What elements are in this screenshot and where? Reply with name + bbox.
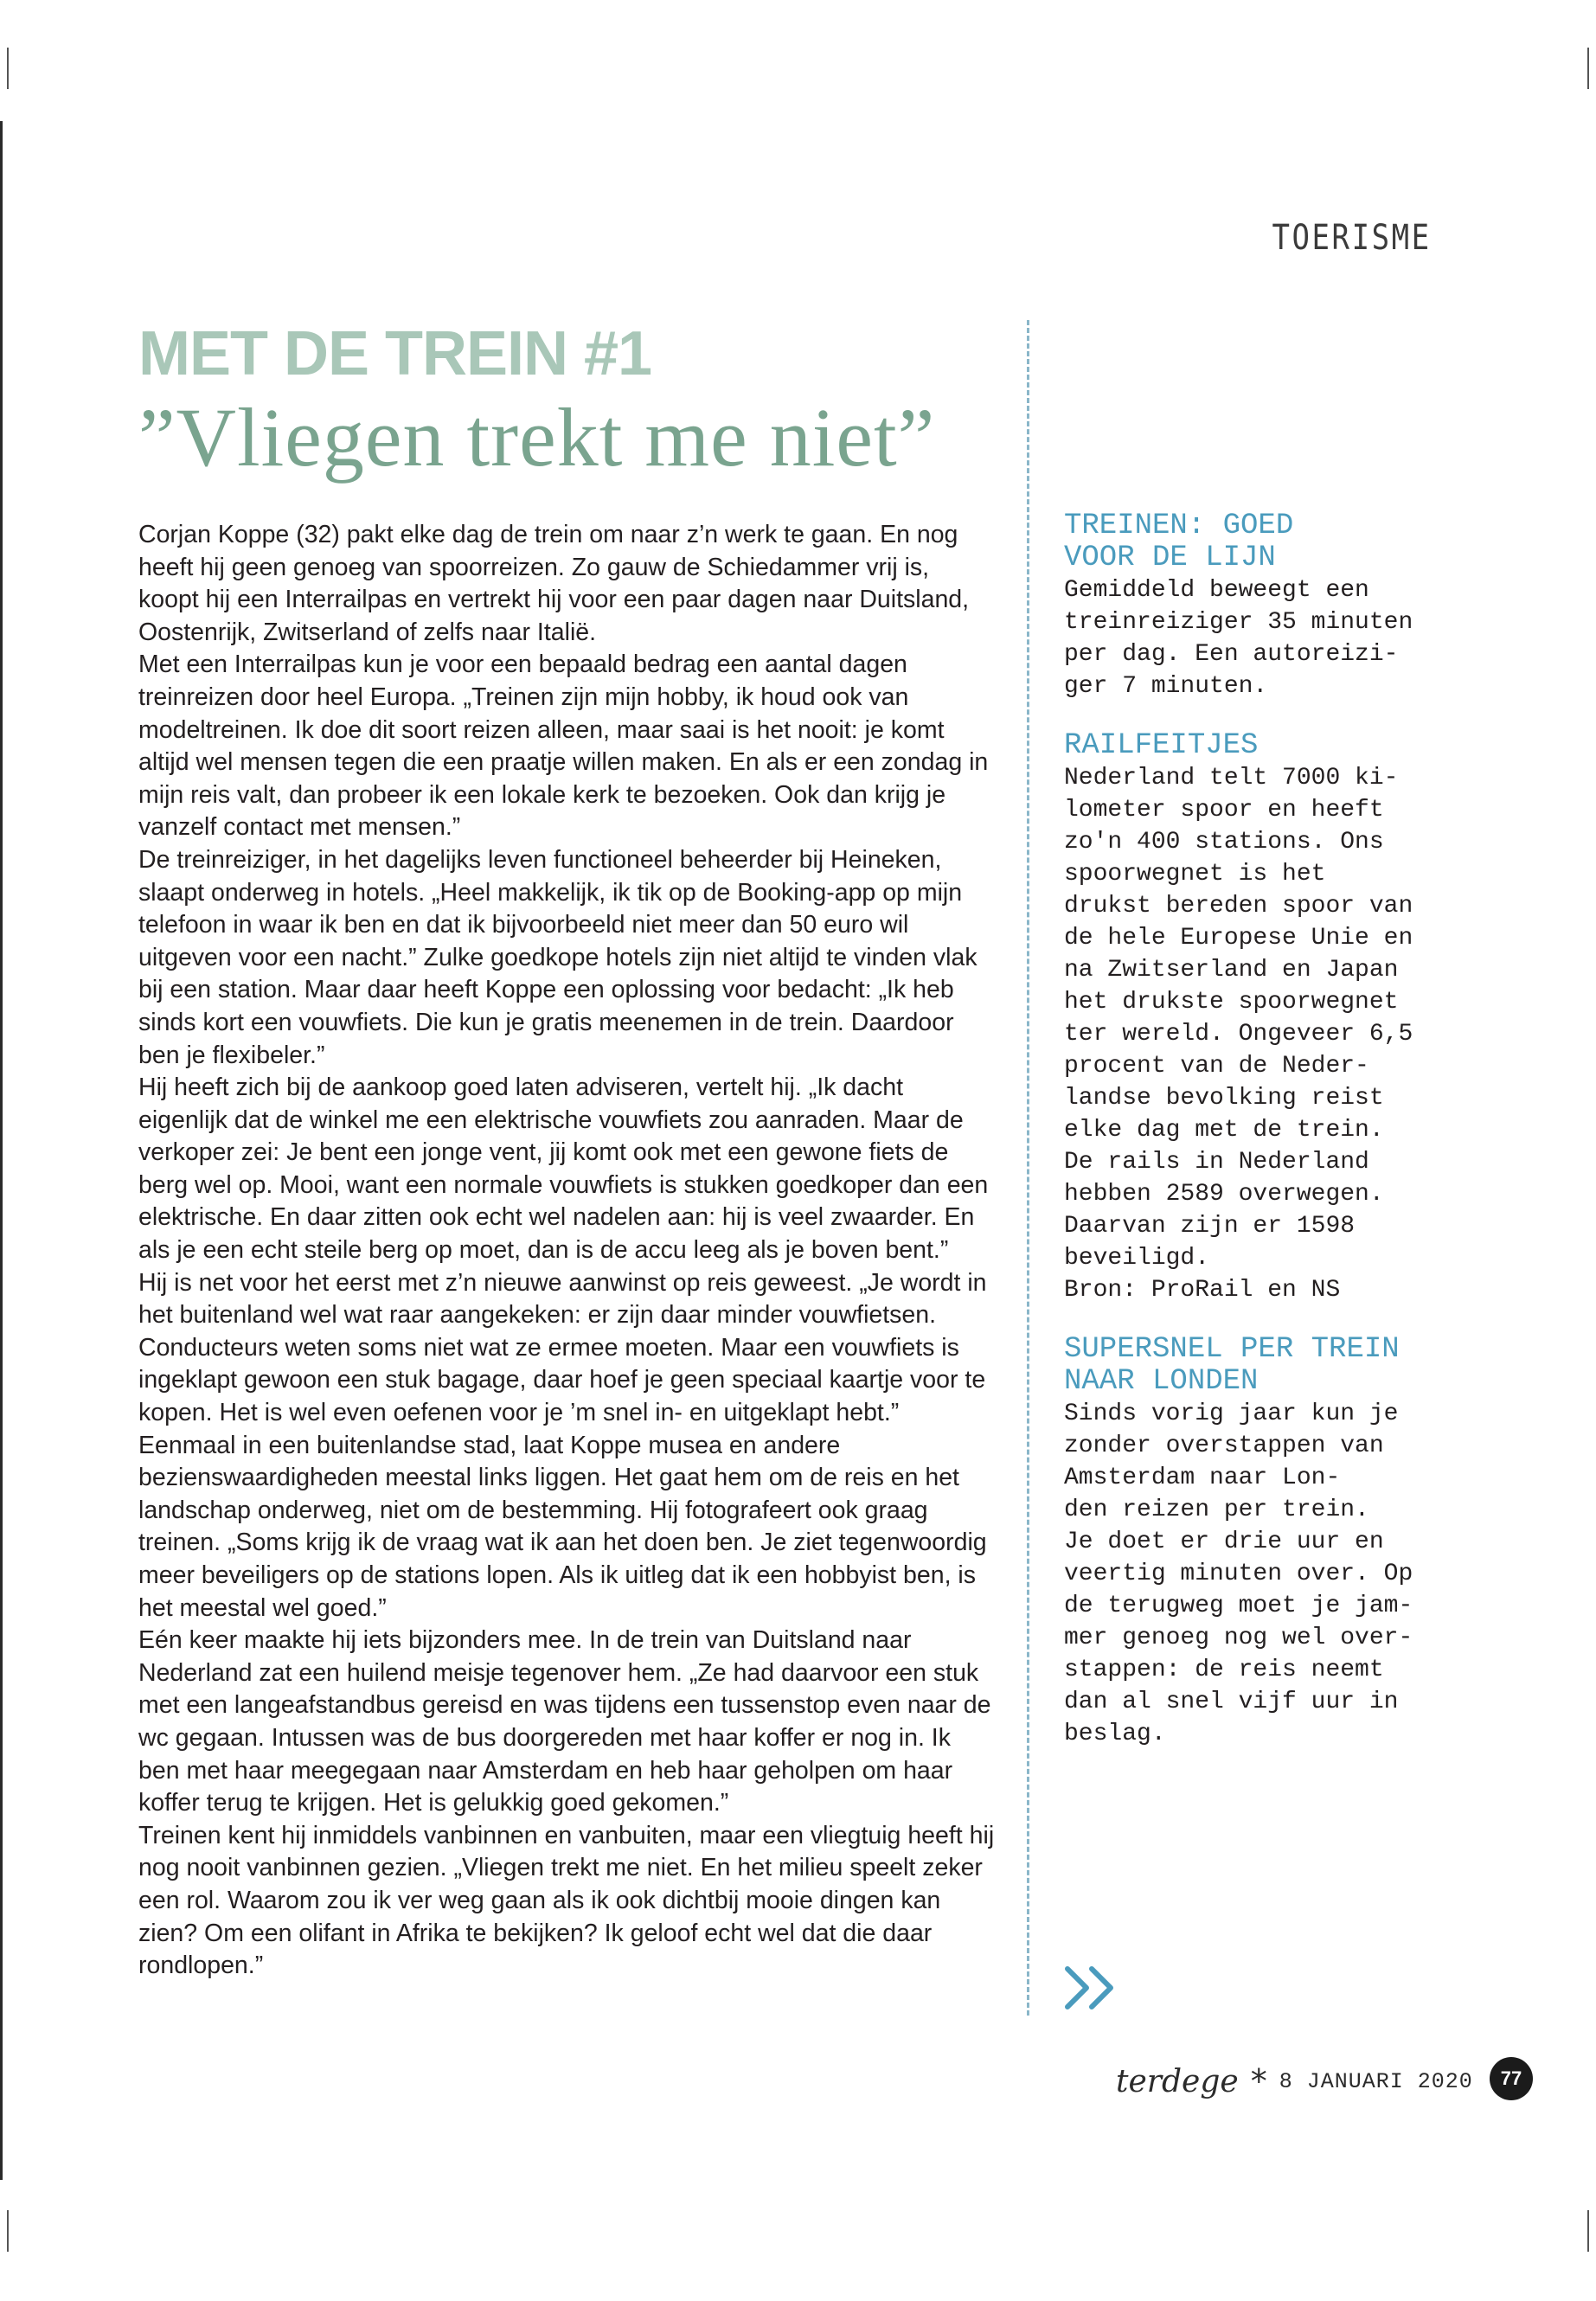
paragraph: Hij heeft zich bij de aankoop goed laten adviseren, vertelt hij. „Ik dacht eigenlijk dat de winkel me een elektrische vouwfiets zou aanraden. Maar de verkoper zei: Je bent een jonge vent, jij komt ook met een gewone fiets de berg wel op. Mooi, want een normale vouwfiets is stukken goedkoper dan een elektrische. En daar zitten ook echt wel nadelen aan: hij is veel zwaarder. En als je een echt steile berg op moet, dan is de accu leeg als je boven bent.” xyxy=(138,1074,989,1265)
sidebar-text: Gemiddeld beweegt een treinreiziger 35 minuten per dag. Een autoreizi- ger 7 minuten. xyxy=(1064,577,1413,700)
page-number: 77 xyxy=(1490,2057,1533,2100)
separator-star: * xyxy=(1250,2062,1267,2100)
sidebar-text: Nederland telt 7000 ki- lometer spoor en heeft zo'n 400 stations. Ons spoorwegnet is het drukst bereden spoor van de hele Europese Unie en na Zwitserland en Japan het drukste spoorwegnet ter wereld. Ongeveer 6,5 procent van de Neder- landse bevolking reist elke dag met de trein. De rails in Nederland hebben 2589 overwegen. Daarvan zijn er 1598 beveiligd. Bron: ProRail en NS xyxy=(1064,765,1413,1304)
sidebar-facts xyxy=(1064,510,1445,1778)
crop-mark xyxy=(7,2210,9,2252)
sidebar-heading: SUPERSNEL PER TREIN NAAR LONDEN xyxy=(1064,1333,1400,1398)
paragraph: Eén keer maakte hij iets bijzonders mee. In de trein van Duitsland naar Nederland zat een huilend meisje tegenover hem. „Ze had daarvoor een stuk met een langeafstandbus gereisd en was tijdens een tussenstop even naar de wc gegaan. Intussen was de bus doorgereden met haar koffer er nog in. Ik ben met haar meegegaan naar Amsterdam en heb haar geholpen om haar koffer terug te krijgen. Het is gelukkig goed gekomen.” xyxy=(138,1626,991,1817)
crop-mark xyxy=(1587,48,1589,89)
article-headline: ”Vliegen trekt me niet” xyxy=(138,391,936,484)
page-edge xyxy=(0,121,3,2180)
sidebar-heading: TREINEN: GOED VOOR DE LIJN xyxy=(1064,510,1294,574)
paragraph: Hij is net voor het eerst met z’n nieuwe aanwinst op reis geweest. „Je wordt in het buitenland wel wat raar aangekeken: er zijn daar minder vouwfietsen. Conducteurs weten soms niet wat ze ermee moeten. Maar een vouwfiets is ingeklapt gewoon een stuk bagage, daar hoef je geen speciaal kaartje voor te kopen. Het is wel even oefenen voor je ’m snel in- en uitgeklapt hebt.” xyxy=(138,1268,987,1427)
sidebar-heading: RAILFEITJES xyxy=(1064,729,1259,762)
crop-mark xyxy=(1587,2210,1589,2252)
page-footer xyxy=(1116,2062,1473,2100)
paragraph: De treinreiziger, in het dagelijks leven functioneel beheerder bij Heineken, slaapt onderweg in hotels. „Heel makkelijk, ik tik op de Booking-app op mijn telefoon in waar ik ben en dat ik bijvoorbeeld niet meer dan 50 euro wil uitgeven voor een nacht.” Zulke goedkope hotels zijn niet altijd te vinden vlak bij een station. Maar daar heeft Koppe een oplossing voor bedacht: „Ik heb sinds kort een vouwfiets. Die kun je gratis meenemen in de trein. Daardoor ben je flexibeler.” xyxy=(138,845,977,1069)
double-chevron-right-icon xyxy=(1062,1962,1123,2014)
sidebar-block xyxy=(1064,510,1445,702)
article-body xyxy=(138,519,995,1983)
issue-date: 8 JANUARI 2020 xyxy=(1279,2068,1473,2094)
crop-mark xyxy=(7,48,9,89)
sidebar-block xyxy=(1064,1334,1445,1750)
section-label: TOERISME xyxy=(1272,218,1432,258)
paragraph: Met een Interrailpas kun je voor een bepaald bedrag een aantal dagen treinreizen door heel Europa. „Treinen zijn mijn hobby, ik houd ook van modeltreinen. Ik doe dit soort reizen alleen, maar saai is het nooit: je komt altijd wel mensen tegen die een praatje willen maken. En als er een zondag in mijn reis valt, dan probeer ik een lokale kerk te bezoeken. Ook dan krijg je vanzelf contact met mensen.” xyxy=(138,651,989,842)
paragraph: Treinen kent hij inmiddels vanbinnen en vanbuiten, maar een vliegtuig heeft hij nog nooit vanbinnen gezien. „Vliegen trekt me niet. En het milieu speelt zeker een rol. Waarom zou ik ver weg gaan als ik ook dichtbij mooie dingen kan zien? Om een olifant in Afrika te bekijken? Ik geloof echt wel dat die daar rondlopen.” xyxy=(138,1821,995,1980)
article-kicker: MET DE TREIN #1 xyxy=(138,319,652,388)
magazine-brand: terdege xyxy=(1116,2063,1239,2099)
sidebar-text: Sinds vorig jaar kun je zonder overstappen van Amsterdam naar Lon- den reizen per trein. Je doet er drie uur en veertig minuten over. Op de terugweg moet je jam- mer genoeg nog wel over- stappen: de reis neemt dan al snel vijf uur in beslag. xyxy=(1064,1400,1413,1747)
paragraph: Corjan Koppe (32) pakt elke dag de trein om naar z’n werk te gaan. En nog heeft hij geen genoeg van spoorreizen. Zo gauw de Schiedammer vrij is, koopt hij een Interrailpas en vertrekt hij voor een paar dagen naar Duitsland, Oostenrijk, Zwitserland of zelfs naar Italië. xyxy=(138,521,970,646)
sidebar-block xyxy=(1064,730,1445,1306)
paragraph: Eenmaal in een buitenlandse stad, laat Koppe musea en andere bezienswaardigheden meestal links liggen. Het gaat hem om de reis en het landschap onderweg, niet om de bestemming. Hij fotografeert ook graag treinen. „Soms krijg ik de vraag wat ik aan het doen ben. Je ziet tegenwoordig meer beveiligers op de stations lopen. Als ik uitleg dat ik een hobbyist ben, is het meestal wel goed.” xyxy=(138,1431,987,1622)
column-divider xyxy=(1027,320,1029,2016)
